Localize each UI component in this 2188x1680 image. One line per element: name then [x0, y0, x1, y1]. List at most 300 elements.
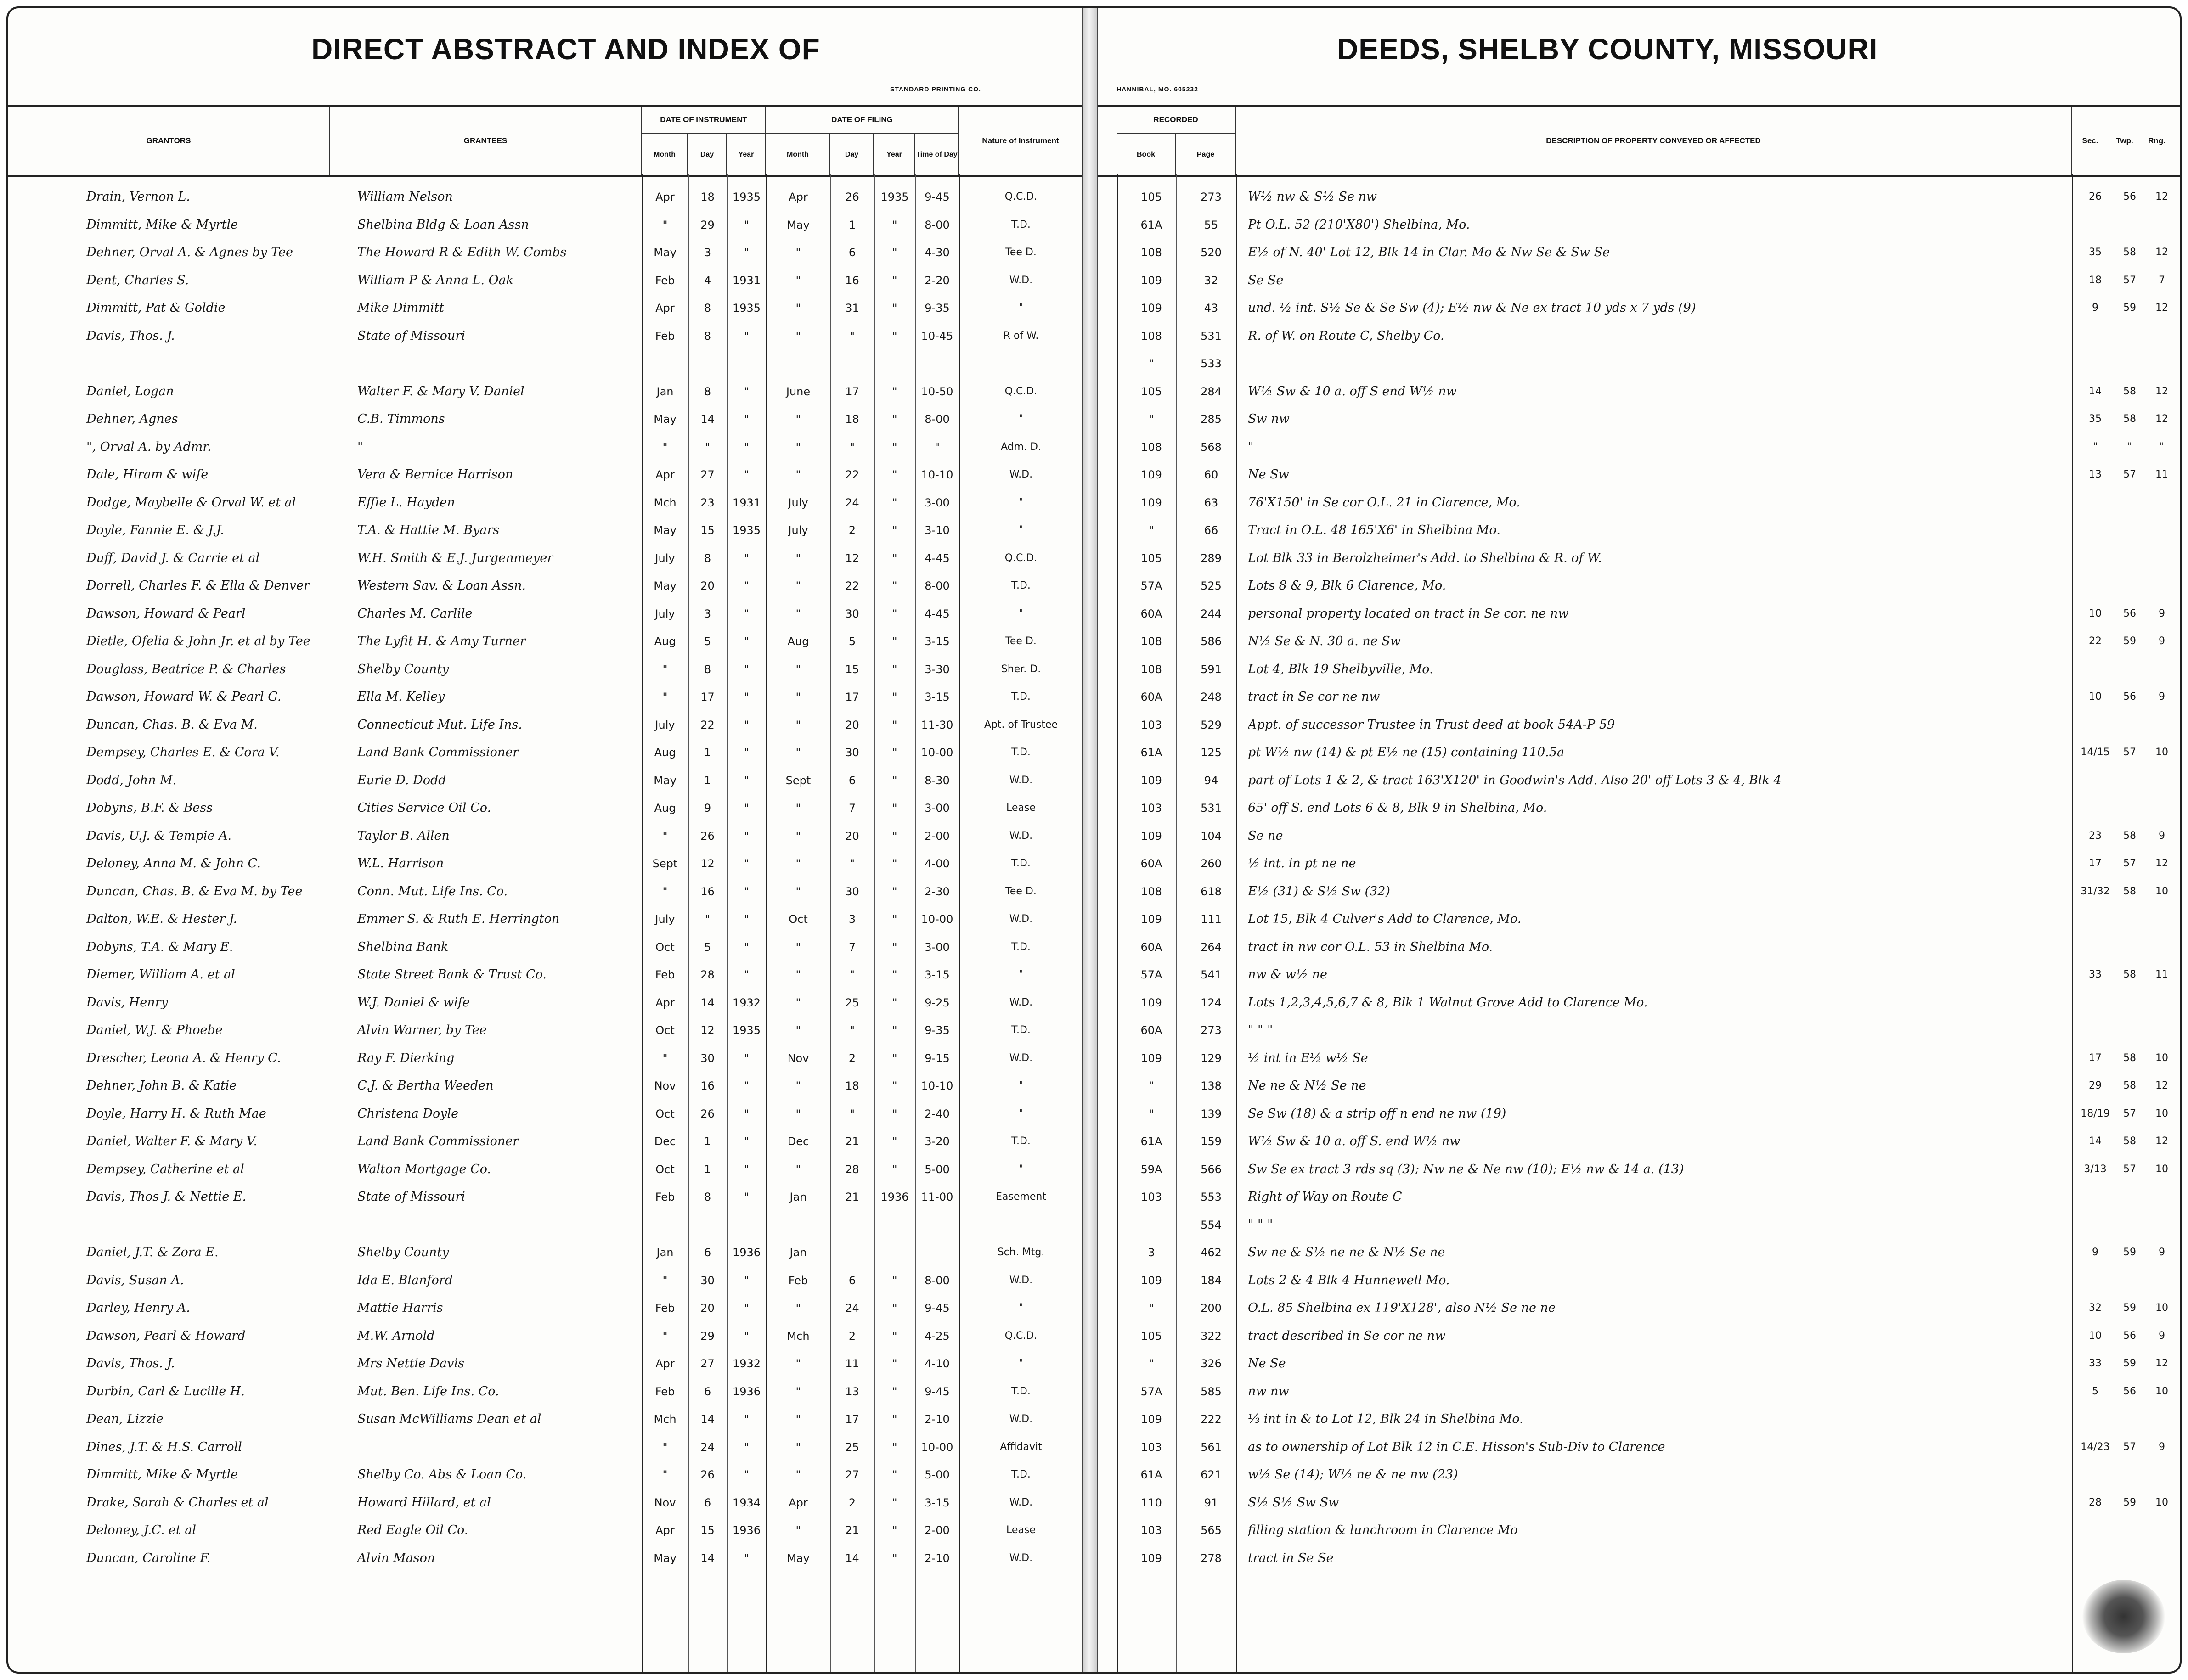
book-cell: 105 [1141, 385, 1162, 398]
filing-month-cell: " [795, 1302, 801, 1315]
description-cell: Sw ne & S½ ne ne & N½ Se ne [1248, 1245, 1445, 1259]
instrument-year-cell: " [744, 246, 750, 259]
sec-cell: 9 [2092, 1247, 2098, 1258]
nature-cell: Q.C.D. [1004, 191, 1038, 202]
instrument-day-cell: 8 [704, 1191, 711, 1203]
grantor-cell: Dorrell, Charles F. & Ella & Denver [86, 579, 310, 593]
rng-cell [2146, 715, 2178, 735]
instrument-year-cell: 1931 [732, 274, 761, 287]
entry-row [8, 1493, 2180, 1512]
instrument-month-cell: Nov [654, 1079, 676, 1092]
instrument-month-cell: Apr [655, 996, 675, 1009]
book-cell: 59A [1140, 1163, 1162, 1176]
filing-day-cell: 28 [845, 1163, 859, 1176]
sec-cell [2077, 576, 2114, 596]
book-cell: 60A [1140, 1024, 1162, 1037]
filing-day-cell [830, 354, 874, 373]
entry-row [8, 854, 2180, 873]
page-cell: 278 [1201, 1551, 1222, 1565]
description-cell: w½ Se (14); W½ ne & ne nw (23) [1248, 1467, 1458, 1482]
instrument-day-cell: 6 [704, 1385, 711, 1398]
page-cell: 322 [1201, 1329, 1222, 1343]
filing-year-cell: " [892, 440, 897, 454]
sec-cell [2077, 1271, 2114, 1290]
instrument-year-cell: 1935 [732, 524, 761, 537]
filing-day-cell: 24 [845, 496, 859, 509]
page-cell: 43 [1204, 302, 1218, 315]
grantee-cell: Ella M. Kelley [357, 690, 445, 704]
filing-time-cell: 10-45 [921, 329, 953, 343]
filing-day-cell: 2 [848, 1329, 856, 1343]
grantor-cell: Dimmitt, Mike & Myrtle [86, 217, 238, 232]
filing-year-cell: " [892, 1385, 897, 1398]
instrument-year-cell: " [744, 1274, 750, 1287]
filing-time-cell: 2-00 [925, 1524, 950, 1537]
instrument-month-cell: " [662, 440, 668, 454]
instrument-month-cell: Apr [655, 191, 675, 203]
left-page-title: DIRECT ABSTRACT AND INDEX OF [311, 33, 820, 66]
page-cell: 520 [1201, 246, 1222, 259]
entry-row [8, 938, 2180, 957]
grantee-cell: Mrs Nettie Davis [357, 1356, 464, 1371]
page-cell: 129 [1201, 1051, 1222, 1065]
filing-time-cell: 4-30 [925, 246, 950, 259]
book-cell: 103 [1141, 718, 1162, 731]
instrument-month-cell: Feb [655, 329, 675, 343]
grantee-cell: Effie L. Hayden [357, 495, 455, 510]
sec-cell: 17 [2089, 858, 2102, 869]
instrument-year-cell: 1931 [732, 496, 761, 509]
instrument-year-cell: " [744, 802, 750, 815]
filing-month-cell: " [795, 996, 801, 1009]
filing-day-cell: 2 [848, 1496, 856, 1509]
filing-time-cell: 10-50 [921, 385, 953, 398]
filing-time-cell: 10-00 [921, 746, 953, 759]
description-cell: O.L. 85 Shelbina ex 119'X128', also N½ Se ne ne [1248, 1301, 1556, 1315]
instrument-month-cell: May [654, 579, 677, 592]
page-cell: 222 [1201, 1413, 1222, 1426]
instrument-year-cell: " [744, 1413, 750, 1426]
entry-row [8, 1326, 2180, 1346]
description-cell: Sw nw [1248, 412, 1290, 426]
book-cell: 109 [1141, 774, 1162, 787]
filing-day-cell: 20 [845, 829, 859, 843]
nature-of-instrument-header: Nature of Instrument [959, 107, 1083, 175]
filing-year-cell: " [892, 468, 897, 481]
book-cell: 109 [1141, 468, 1162, 481]
grantor-cell: Darley, Henry A. [86, 1301, 190, 1315]
entry-row [8, 271, 2180, 290]
grantee-cell: Walter F. & Mary V. Daniel [357, 384, 524, 399]
instrument-year-cell: 1932 [732, 1357, 761, 1370]
nature-cell: T.D. [1011, 580, 1031, 591]
filing-day-cell: " [849, 1024, 855, 1037]
filing-month-cell: " [795, 1468, 801, 1481]
nature-cell: T.D. [1011, 1469, 1031, 1480]
grantor-cell: Dawson, Howard & Pearl [86, 606, 246, 621]
filing-day-cell: 17 [845, 1413, 859, 1426]
filing-month-cell: " [795, 1524, 801, 1537]
grantee-cell: The Lyfit H. & Amy Turner [357, 634, 526, 648]
entry-row [8, 1215, 2180, 1235]
instrument-month-cell: July [655, 551, 675, 565]
rng-cell [2146, 1521, 2178, 1540]
entry-row [8, 1354, 2180, 1373]
page-cell: 63 [1204, 496, 1218, 509]
sec-cell [2077, 493, 2114, 512]
filing-month-cell: " [795, 1440, 801, 1454]
nature-cell: W.D. [1009, 996, 1033, 1008]
entry-row [8, 1104, 2180, 1124]
sec-cell [2077, 1215, 2114, 1235]
instrument-day-cell: 15 [700, 1524, 715, 1537]
instrument-year-cell: " [744, 1551, 750, 1565]
instrument-day-cell [688, 1215, 727, 1235]
filing-month-cell: May [787, 1551, 810, 1565]
grantee-cell: Emmer S. & Ruth E. Herrington [357, 912, 560, 926]
filing-day-cell: 30 [845, 607, 859, 620]
filing-day-cell: 30 [845, 885, 859, 898]
instrument-year-cell: 1934 [732, 1496, 761, 1509]
filing-time-cell: 9-35 [925, 1024, 950, 1037]
filing-time-cell: 2-10 [925, 1551, 950, 1565]
instrument-day-cell: 8 [704, 663, 711, 676]
grantee-cell: Christena Doyle [357, 1106, 459, 1121]
twp-cell: 59 [2123, 1247, 2136, 1258]
nature-cell: Q.C.D. [1004, 552, 1038, 564]
twp-cell: 58 [2123, 385, 2136, 397]
instrument-month-cell: Dec [654, 1135, 676, 1148]
grantee-cell: Western Sav. & Loan Assn. [357, 579, 526, 593]
filing-year-cell: 1935 [880, 191, 909, 203]
twp-cell: 57 [2123, 858, 2136, 869]
right-page-title: DEEDS, SHELBY COUNTY, MISSOURI [1337, 33, 1878, 66]
sec-header: Sec. [2082, 136, 2098, 145]
instrument-month-cell: May [654, 246, 677, 259]
instrument-year-cell: " [744, 857, 750, 870]
description-cell: pt W½ nw (14) & pt E½ ne (15) containing 110.5a [1248, 745, 1565, 759]
grantee-cell: Land Bank Commissioner [357, 1134, 519, 1148]
filing-year-cell: " [892, 1024, 897, 1037]
rng-cell: 10 [2155, 1302, 2168, 1314]
book-cell: 110 [1141, 1496, 1162, 1509]
grantor-cell: Daniel, Walter F. & Mary V. [86, 1134, 258, 1148]
nature-cell [959, 354, 1083, 373]
book-cell: 108 [1141, 885, 1162, 898]
instrument-month-cell: Mch [654, 1413, 677, 1426]
filing-day-cell: " [849, 440, 855, 454]
sec-cell: 33 [2089, 1358, 2102, 1369]
page-cell: 566 [1201, 1163, 1222, 1176]
instrument-day-cell: 6 [704, 1246, 711, 1259]
filing-year-cell [874, 1215, 915, 1235]
description-cell: R. of W. on Route C, Shelby Co. [1248, 328, 1444, 343]
date-of-filing-header: DATE OF FILING [766, 107, 959, 134]
book-cell: 109 [1141, 1274, 1162, 1287]
grantee-cell: C.B. Timmons [357, 412, 445, 426]
instrument-year-cell: 1936 [732, 1385, 761, 1398]
twp-cell [2114, 771, 2146, 790]
filing-year-cell: " [892, 1302, 897, 1315]
filing-time-cell: 9-25 [925, 996, 950, 1009]
sec-cell: 18/19 [2081, 1107, 2110, 1119]
grantor-cell: Dodd, John M. [86, 773, 177, 787]
filing-year-cell: " [892, 1357, 897, 1370]
filing-year-cell [874, 354, 915, 373]
rng-cell: 11 [2155, 969, 2168, 980]
grantor-cell: Davis, Thos. J. [86, 328, 175, 343]
sec-cell [2077, 215, 2114, 235]
page-cell: 525 [1201, 579, 1222, 592]
filing-day-cell: 22 [845, 468, 859, 481]
filing-day-cell: 25 [845, 1440, 859, 1454]
nature-cell: W.D. [1009, 913, 1033, 925]
filing-time-cell: 3-00 [925, 940, 950, 954]
description-cell: personal property located on tract in Se cor. ne nw [1248, 606, 1569, 621]
grantee-cell: Howard Hillard, et al [357, 1495, 491, 1510]
page-cell: 200 [1201, 1302, 1222, 1315]
grantor-cell: Duncan, Caroline F. [86, 1551, 211, 1565]
instrument-month-cell: Oct [655, 1163, 675, 1176]
description-cell: Ne Sw [1248, 467, 1289, 482]
sec-cell [2077, 1521, 2114, 1540]
instrument-month-cell: Feb [655, 1302, 675, 1315]
grantor-cell: Davis, Henry [86, 995, 168, 1010]
rng-cell: 12 [2155, 385, 2168, 397]
description-cell: as to ownership of Lot Blk 12 in C.E. Hisson's Sub-Div to Clarence [1248, 1439, 1665, 1454]
book-cell: 103 [1141, 1191, 1162, 1203]
instrument-year-cell: " [744, 329, 750, 343]
filing-month-cell: " [795, 607, 801, 620]
twp-cell [2114, 1549, 2146, 1568]
filing-time-cell [915, 1215, 959, 1235]
grantor-cell: Dalton, W.E. & Hester J. [86, 912, 237, 926]
entry-row [8, 604, 2180, 624]
grantee-cell: Shelby County [357, 1245, 449, 1259]
instrument-month-cell: Aug [654, 746, 676, 759]
twp-cell [2114, 1215, 2146, 1235]
grantee-cell [357, 1438, 637, 1457]
entry-row [8, 882, 2180, 901]
filing-day-cell: 24 [845, 1302, 859, 1315]
rng-cell [2146, 771, 2178, 790]
instrument-month-cell: Feb [655, 1191, 675, 1203]
grantee-cell: Alvin Warner, by Tee [357, 1023, 487, 1037]
rng-cell: 9 [2159, 830, 2165, 842]
nature-cell: R of W. [1003, 330, 1039, 342]
filing-day-cell: 18 [845, 413, 859, 426]
instrument-year-cell: " [744, 1079, 750, 1092]
nature-cell [959, 1215, 1083, 1235]
description-cell: Ne ne & N½ Se ne [1248, 1079, 1366, 1093]
grantor-cell: Drake, Sarah & Charles et al [86, 1495, 269, 1510]
ink-stain [2082, 1580, 2165, 1653]
sec-cell: 23 [2089, 830, 2102, 842]
twp-cell: 58 [2123, 969, 2136, 980]
twp-cell [2114, 1187, 2146, 1207]
sec-cell [2077, 1549, 2114, 1568]
entry-row [8, 438, 2180, 457]
filing-time-cell: 2-10 [925, 1413, 950, 1426]
filing-year-cell: " [892, 968, 897, 981]
page-cell: 618 [1201, 885, 1222, 898]
entry-row [8, 632, 2180, 651]
twp-cell: 58 [2123, 1052, 2136, 1064]
book-cell: 60A [1140, 691, 1162, 703]
instrument-year-cell: " [744, 718, 750, 731]
filing-month-cell: " [795, 246, 801, 259]
rng-cell: 10 [2155, 747, 2168, 758]
instrument-month-cell [642, 1215, 688, 1235]
filing-year-cell: " [892, 885, 897, 898]
instrument-month-cell: May [654, 1551, 677, 1565]
page-cell: 139 [1201, 1107, 1222, 1120]
filing-month-header: Month [766, 134, 830, 175]
instrument-year-cell: " [744, 1135, 750, 1148]
twp-cell: 57 [2123, 274, 2136, 286]
instrument-day-cell: 4 [704, 274, 711, 287]
nature-cell: " [1018, 1358, 1024, 1369]
instrument-year-cell: " [744, 468, 750, 481]
filing-month-cell: Feb [788, 1274, 808, 1287]
instrument-day-cell: 17 [700, 691, 715, 703]
instrument-month-cell: July [655, 607, 675, 620]
page-cell: 248 [1201, 691, 1222, 703]
grantee-cell: Walton Mortgage Co. [357, 1162, 491, 1176]
filing-time-cell: 11-00 [921, 1191, 953, 1203]
rng-cell: 10 [2155, 1052, 2168, 1064]
entry-row [8, 187, 2180, 207]
instrument-month-cell: " [662, 885, 668, 898]
description-cell: filling station & lunchroom in Clarence Mo [1248, 1523, 1518, 1537]
entry-row [8, 410, 2180, 429]
instrument-year-cell: " [744, 551, 750, 565]
description-cell: tract in Se cor ne nw [1248, 690, 1380, 704]
entry-row [8, 798, 2180, 818]
instrument-day-header: Day [688, 134, 727, 175]
instrument-month-cell: Sept [652, 857, 678, 870]
filing-time-cell: 2-00 [925, 829, 950, 843]
instrument-day-cell: 27 [700, 1357, 715, 1370]
description-cell: S½ S½ Sw Sw [1248, 1495, 1339, 1510]
instrument-year-cell: " [744, 607, 750, 620]
nature-cell: T.D. [1011, 858, 1031, 869]
description-cell: part of Lots 1 & 2, & tract 163'X120' in Goodwin's Add. Also 20' off Lots 3 & 4, Blk 4 [1248, 773, 1782, 787]
filing-time-cell: 2-20 [925, 274, 950, 287]
instrument-month-cell: July [655, 718, 675, 731]
twp-cell: 58 [2123, 1080, 2136, 1091]
right-printer-note: HANNIBAL, MO. 605232 [1117, 85, 1198, 93]
filing-time-cell: 5-00 [925, 1468, 950, 1481]
filing-year-cell: " [892, 857, 897, 870]
grantor-cell [86, 1215, 325, 1235]
filing-day-cell: 21 [845, 1524, 859, 1537]
page-cell: 66 [1204, 524, 1218, 537]
grantor-cell: Dimmitt, Pat & Goldie [86, 301, 226, 315]
twp-cell: 57 [2123, 1107, 2136, 1119]
rng-cell [2146, 549, 2178, 568]
page-cell: 621 [1201, 1468, 1222, 1481]
rng-cell: 9 [2159, 1441, 2165, 1453]
page-cell: 264 [1201, 940, 1222, 954]
instrument-day-cell: 1 [704, 746, 711, 759]
description-cell: ⅓ int in & to Lot 12, Blk 24 in Shelbina Mo. [1248, 1412, 1523, 1426]
page-cell: 184 [1201, 1274, 1222, 1287]
date-of-instrument-header: DATE OF INSTRUMENT [642, 107, 766, 134]
page-cell: 111 [1201, 913, 1222, 926]
filing-year-cell: " [892, 385, 897, 398]
nature-cell: Q.C.D. [1004, 1330, 1038, 1342]
book-cell: 61A [1140, 1468, 1162, 1481]
grantee-cell: Vera & Bernice Harrison [357, 467, 513, 482]
grantee-cell: Shelbina Bldg & Loan Assn [357, 217, 529, 232]
filing-day-cell: 14 [845, 1551, 859, 1565]
filing-day-cell: 6 [848, 1274, 856, 1287]
entry-row [8, 1243, 2180, 1262]
book-cell: 105 [1141, 191, 1162, 203]
description-cell: Ne Se [1248, 1356, 1286, 1371]
instrument-month-cell: Feb [655, 968, 675, 981]
rng-cell [2146, 1021, 2178, 1040]
entry-row [8, 965, 2180, 984]
entry-row [8, 1438, 2180, 1457]
nature-cell: " [1018, 969, 1024, 980]
book-cell: " [1149, 1107, 1154, 1120]
sec-cell [2077, 1410, 2114, 1429]
filing-year-cell: " [892, 329, 897, 343]
rng-cell: 11 [2155, 469, 2168, 480]
grantor-cell: Durbin, Carl & Lucille H. [86, 1384, 245, 1399]
grantor-cell: Dent, Charles S. [86, 273, 189, 287]
instrument-year-cell [727, 354, 766, 373]
instrument-day-cell: " [705, 913, 711, 926]
rng-cell: 9 [2159, 635, 2165, 647]
filing-year-cell: 1936 [880, 1191, 909, 1203]
instrument-year-cell: " [744, 440, 750, 454]
instrument-month-cell: Oct [655, 940, 675, 954]
grantor-cell: Duncan, Chas. B. & Eva M. by Tee [86, 884, 303, 899]
filing-time-cell: 3-00 [925, 496, 950, 509]
instrument-year-cell: " [744, 218, 750, 231]
filing-day-cell: 20 [845, 718, 859, 731]
grantor-cell: Davis, U.J. & Tempie A. [86, 828, 232, 843]
grantee-cell: Conn. Mut. Life Ins. Co. [357, 884, 508, 899]
rng-cell: 10 [2155, 1107, 2168, 1119]
instrument-month-cell: Apr [655, 1524, 675, 1537]
twp-header: Twp. [2116, 136, 2133, 145]
grantor-cell: Dean, Lizzie [86, 1412, 164, 1426]
filing-month-cell: " [795, 1413, 801, 1426]
grantor-cell: Deloney, Anna M. & John C. [86, 856, 261, 871]
instrument-day-cell: " [705, 440, 711, 454]
filing-month-cell: July [788, 524, 808, 537]
sec-cell: 13 [2089, 469, 2102, 480]
grantor-cell: Duncan, Chas. B. & Eva M. [86, 717, 258, 732]
page-cell: 326 [1201, 1357, 1222, 1370]
rng-cell: 12 [2155, 858, 2168, 869]
description-cell: und. ½ int. S½ Se & Se Sw (4); E½ nw & Ne ex tract 10 yds x 7 yds (9) [1248, 301, 1696, 315]
description-cell: N½ Se & N. 30 a. ne Sw [1248, 634, 1401, 648]
instrument-day-cell: 24 [700, 1440, 715, 1454]
nature-cell: T.D. [1011, 1135, 1031, 1147]
filing-year-cell: " [892, 1524, 897, 1537]
nature-cell: " [1018, 302, 1024, 314]
sec-cell: 33 [2089, 969, 2102, 980]
grantee-cell: Ida E. Blanford [357, 1273, 453, 1287]
filing-day-cell: 27 [845, 1468, 859, 1481]
rng-cell [2146, 493, 2178, 512]
nature-cell: W.D. [1009, 1496, 1033, 1508]
